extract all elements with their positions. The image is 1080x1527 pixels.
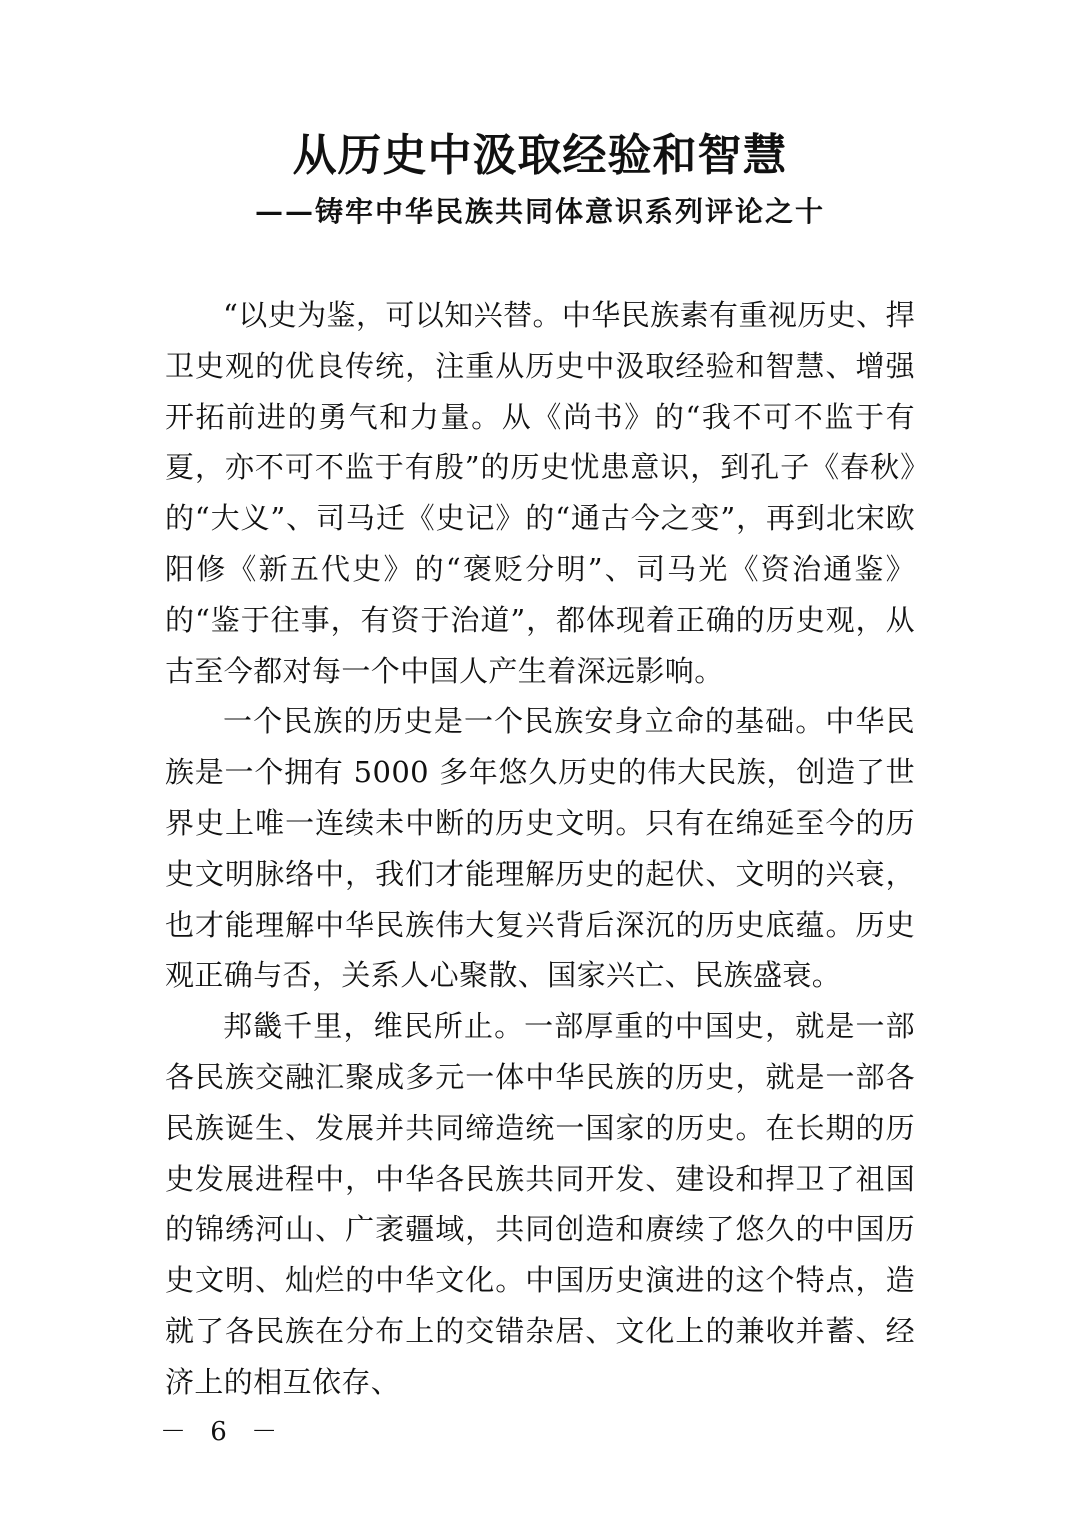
page-number: － 6 － — [160, 1417, 286, 1447]
paragraph-2: 一个民族的历史是一个民族安身立命的基础。中华民族是一个拥有 5000 多年悠久历史的伟大民族，创造了世界史上唯一连续未中断的历史文明。只有在绵延至今的历史文明脉络中，我们才能理解历史的起伏、文明的兴衰，也才能理解中华民族伟大复兴背后深沉的历史底蕴。历史观正确与否，关系人心聚散、国家兴亡、民族盛衰。 — [165, 704, 915, 993]
paragraph-3: 邦畿千里，维民所止。一部厚重的中国史，就是一部各民族交融汇聚成多元一体中华民族的历史，就是一部各民族诞生、发展并共同缔造统一国家的历史。在长期的历史发展进程中，中华各民族共同开发、建设和捍卫了祖国的锦绣河山、广袤疆域，共同创造和赓续了悠久的中国历史文明、灿烂的中华文化。中国历史演进的这个特点，造就了各民族在分布上的交错杂居、文化上的兼收并蓄、经济上的相互依存、 — [165, 1009, 915, 1399]
document-subtitle: ——铸牢中华民族共同体意识系列评论之十 — [254, 195, 825, 228]
document-body — [165, 290, 915, 1408]
paragraph-1: “以史为鉴，可以知兴替。中华民族素有重视历史、捍卫史观的优良传统，注重从历史中汲取经验和智慧、增强开拓前进的勇气和力量。从《尚书》的“我不可不监于有夏，亦不可不监于有殷”的历史忧患意识，到孔子《春秋》的“大义”、司马迁《史记》的“通古今之变”，再到北宋欧阳修《新五代史》的“褒贬分明”、司马光《资治通鉴》的“鉴于往事，有资于治道”，都体现着正确的历史观，从古至今都对每一个中国人产生着深远影响。 — [165, 298, 915, 688]
document-title: 从历史中汲取经验和智慧 — [292, 130, 788, 181]
